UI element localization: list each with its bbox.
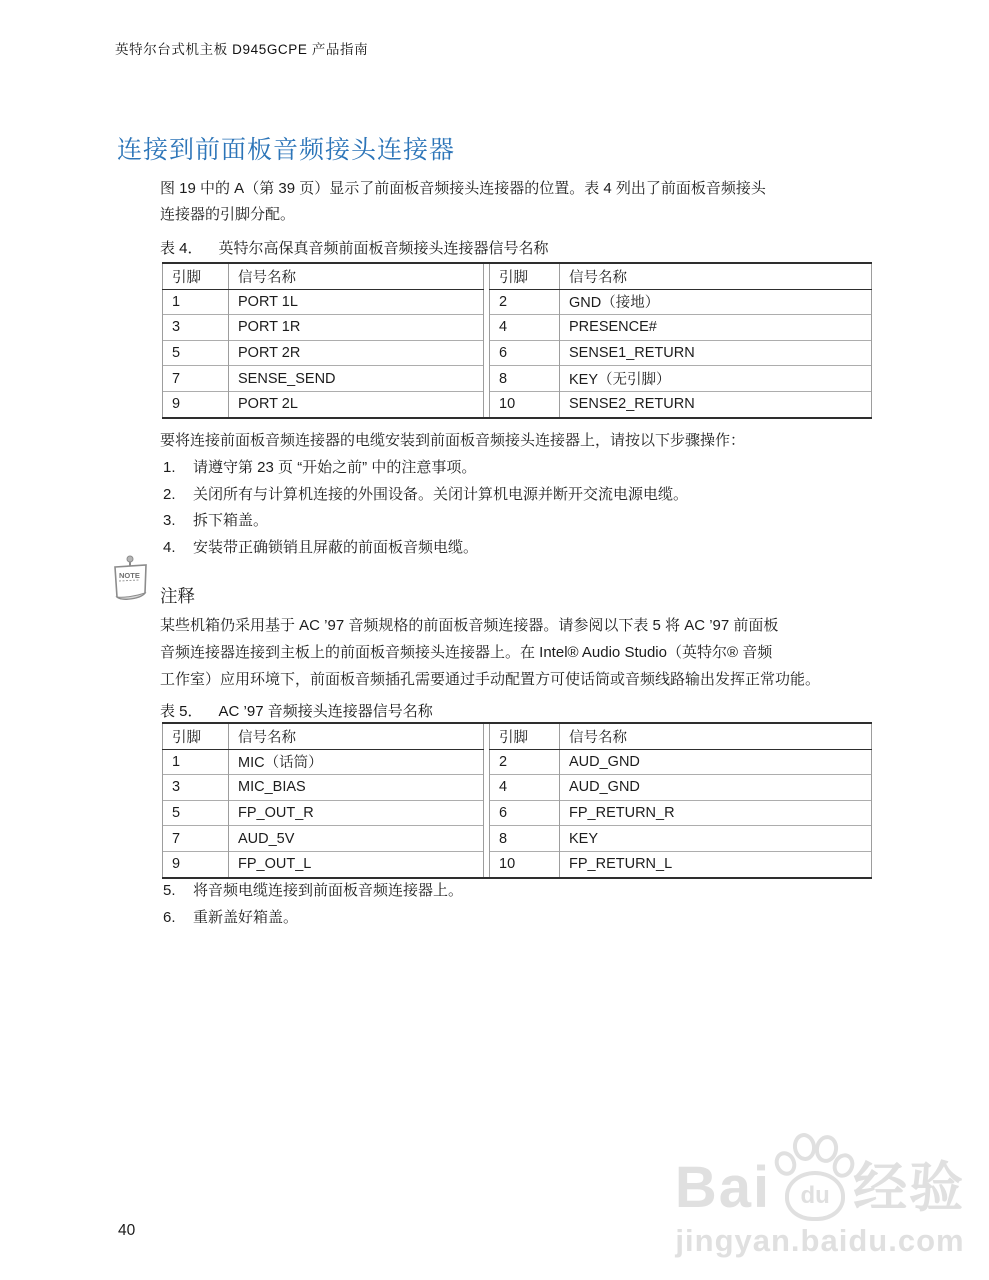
note-paragraph: [160, 612, 880, 693]
list-item: [163, 482, 688, 509]
table-row: [163, 749, 484, 775]
table5-left-half: [162, 724, 484, 877]
step-number: 4.: [163, 538, 176, 556]
signal-cell: AUD_GND: [560, 775, 872, 801]
table-row: [490, 391, 872, 416]
watermark-bai-text: Bai: [674, 1155, 772, 1220]
list-item: [163, 878, 463, 905]
step-number: 2.: [163, 485, 176, 503]
signal-cell: PRESENCE#: [560, 315, 872, 341]
table5-right-half: [489, 724, 872, 877]
pin-cell: 6: [490, 800, 560, 826]
table4-caption-text: 英特尔高保真音频前面板音频接头连接器信号名称: [218, 240, 549, 257]
pin-cell: 7: [163, 366, 229, 392]
list-item: [163, 535, 688, 562]
pin-cell: 3: [163, 315, 229, 341]
signal-cell: PORT 1R: [229, 315, 484, 341]
intro-line: 图 19 中的 A（第 39 页）显示了前面板音频接头连接器的位置。表 4 列出了前面板音频接头: [160, 180, 766, 197]
table-row: [163, 826, 484, 852]
signal-cell: PORT 2L: [229, 391, 484, 416]
pin-cell: 5: [163, 800, 229, 826]
signal-cell: FP_RETURN_L: [560, 851, 872, 876]
watermark-jingyan-text: 经验: [853, 1158, 966, 1219]
intro-line: 连接器的引脚分配。: [160, 206, 296, 223]
list-item: [163, 905, 463, 932]
step-text: 拆下箱盖。: [193, 512, 269, 529]
table-row: [490, 315, 872, 341]
steps-1-4: [163, 455, 688, 561]
table-row: [490, 775, 872, 801]
signal-cell: MIC_BIAS: [229, 775, 484, 801]
signal-cell: PORT 1L: [229, 289, 484, 315]
table-row: [163, 289, 484, 315]
list-item: [163, 455, 688, 482]
signal-cell: KEY: [560, 826, 872, 852]
column-header-signal: 信号名称: [560, 724, 872, 749]
column-header-signal: 信号名称: [560, 264, 872, 289]
procedure-lead: 要将连接前面板音频连接器的电缆安装到前面板音频接头连接器上，请按以下步骤操作：: [160, 432, 746, 449]
pin-cell: 8: [490, 366, 560, 392]
signal-cell: KEY（无引脚）: [560, 366, 872, 392]
signal-cell: SENSE_SEND: [229, 366, 484, 392]
signal-cell: FP_RETURN_R: [560, 800, 872, 826]
table-row: [163, 775, 484, 801]
table-row: [490, 749, 872, 775]
step-text: 将音频电缆连接到前面板音频连接器上。: [193, 882, 464, 899]
baidu-paw-icon: [773, 1133, 851, 1217]
pin-cell: 2: [490, 289, 560, 315]
step-text: 安装带正确锁销且屏蔽的前面板音频电缆。: [193, 538, 479, 556]
note-line: 音频连接器连接到主板上的前面板音频接头连接器上。在 Intel® Audio Studio（英特尔® 音频: [160, 644, 773, 661]
note-line: 某些机箱仍采用基于 AC ’97 音频规格的前面板音频连接器。请参阅以下表 5 将 AC ’97 前面板: [160, 617, 779, 634]
page-title: 连接到前面板音频接头连接器: [117, 136, 456, 164]
pin-cell: 10: [490, 391, 560, 416]
table4-right-half: [489, 264, 872, 417]
table5: [162, 722, 872, 879]
column-header-pin: 引脚: [490, 264, 560, 289]
pin-cell: 10: [490, 851, 560, 876]
step-number: 6.: [163, 908, 176, 926]
pin-cell: 9: [163, 391, 229, 416]
column-header-signal: 信号名称: [229, 264, 484, 289]
step-number: 5.: [163, 882, 176, 899]
column-header-pin: 引脚: [163, 264, 229, 289]
signal-cell: GND（接地）: [560, 289, 872, 315]
table-row: [490, 366, 872, 392]
table-row: [163, 391, 484, 416]
table4-left-half: [162, 264, 484, 417]
pin-cell: 1: [163, 749, 229, 775]
table-row: [163, 340, 484, 366]
page-number: 40: [118, 1222, 136, 1239]
signal-cell: AUD_5V: [229, 826, 484, 852]
table5-caption: [160, 700, 433, 721]
signal-cell: SENSE2_RETURN: [560, 391, 872, 416]
running-header: 英特尔台式机主板 D945GCPE 产品指南: [115, 42, 369, 57]
pin-cell: 1: [163, 289, 229, 315]
table4: [162, 262, 872, 419]
step-text: 重新盖好箱盖。: [193, 908, 299, 926]
table4-caption-label: 表 4．: [160, 240, 203, 257]
table-row: [163, 851, 484, 876]
pin-cell: 2: [490, 749, 560, 775]
pin-cell: 9: [163, 851, 229, 876]
table-row: [163, 366, 484, 392]
pin-cell: 7: [163, 826, 229, 852]
step-text: 请遵守第 23 页 “开始之前” 中的注意事项。: [193, 459, 477, 476]
steps-5-6: [163, 878, 463, 931]
table-row: [490, 340, 872, 366]
svg-text:NOTE: NOTE: [119, 571, 140, 580]
baidu-jingyan-watermark: [655, 1133, 985, 1259]
table-row: [490, 851, 872, 876]
table-row: [490, 289, 872, 315]
note-icon: [106, 554, 154, 613]
pin-cell: 6: [490, 340, 560, 366]
step-number: 3.: [163, 512, 176, 529]
table-row: [490, 826, 872, 852]
signal-cell: AUD_GND: [560, 749, 872, 775]
pin-cell: 3: [163, 775, 229, 801]
signal-cell: FP_OUT_R: [229, 800, 484, 826]
signal-cell: PORT 2R: [229, 340, 484, 366]
table-row: [163, 800, 484, 826]
watermark-url: jingyan.baidu.com: [675, 1223, 965, 1258]
note-heading: 注释: [160, 586, 195, 606]
intro-paragraph: [160, 176, 766, 228]
column-header-signal: 信号名称: [229, 724, 484, 749]
pin-cell: 4: [490, 775, 560, 801]
note-line: 工作室）应用环境下，前面板音频插孔需要通过手动配置方可使话筒或音频线路输出发挥正常功能。: [160, 671, 821, 688]
column-header-pin: 引脚: [163, 724, 229, 749]
list-item: [163, 508, 688, 535]
pin-cell: 8: [490, 826, 560, 852]
watermark-brand: [655, 1133, 985, 1220]
table5-caption-label: 表 5．: [160, 703, 203, 720]
watermark-du-text: du: [785, 1171, 845, 1221]
signal-cell: SENSE1_RETURN: [560, 340, 872, 366]
table5-caption-text: AC ’97 音频接头连接器信号名称: [218, 703, 433, 720]
step-text: 关闭所有与计算机连接的外围设备。关闭计算机电源并断开交流电源电缆。: [193, 485, 689, 503]
pin-cell: 4: [490, 315, 560, 341]
signal-cell: FP_OUT_L: [229, 851, 484, 876]
table4-caption: [160, 237, 549, 258]
column-header-pin: 引脚: [490, 724, 560, 749]
step-number: 1.: [163, 459, 176, 476]
table-row: [163, 315, 484, 341]
table-row: [490, 800, 872, 826]
pin-cell: 5: [163, 340, 229, 366]
signal-cell: MIC（话筒）: [229, 749, 484, 775]
